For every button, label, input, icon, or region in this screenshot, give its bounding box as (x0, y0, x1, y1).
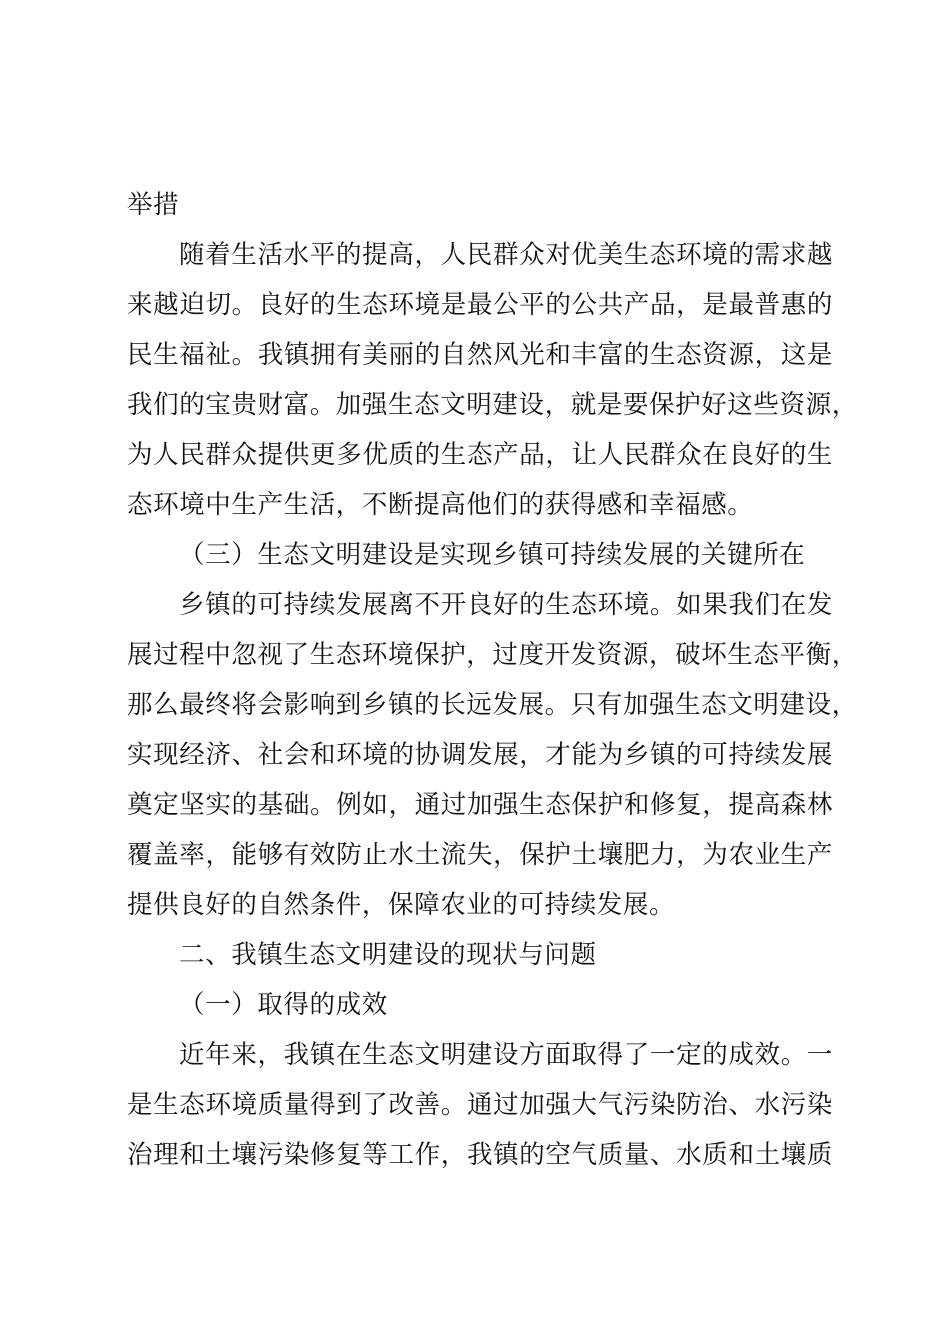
document-body (127, 180, 858, 1180)
text-line: 奠定坚实的基础。例如，通过加强生态保护和修复，提高森林 (127, 790, 833, 820)
text-line: 乡镇的可持续发展离不开良好的生态环境。如果我们在发 (179, 590, 833, 620)
text-line: 提供良好的自然条件，保障农业的可持续发展。 (127, 890, 676, 920)
text-line: 民生福祉。我镇拥有美丽的自然风光和丰富的生态资源，这是 (127, 340, 833, 370)
text-line: 展过程中忽视了生态环境保护，过度开发资源，破坏生态平衡， (127, 640, 858, 670)
text-line: 举措 (127, 190, 180, 220)
text-line: 是生态环境质量得到了改善。通过加强大气污染防治、水污染 (127, 1090, 833, 1120)
text-line: 近年来，我镇在生态文明建设方面取得了一定的成效。一 (179, 1040, 833, 1070)
text-line: 那么最终将会影响到乡镇的长远发展。只有加强生态文明建设， (127, 690, 858, 720)
text-line: 实现经济、社会和环境的协调发展，才能为乡镇的可持续发展 (127, 740, 833, 770)
text-line: 态环境中生产生活，不断提高他们的获得感和幸福感。 (127, 490, 754, 520)
section-heading: （一）取得的成效 (179, 990, 388, 1020)
text-line: 治理和土壤污染修复等工作，我镇的空气质量、水质和土壤质 (127, 1140, 833, 1170)
text-line: 为人民群众提供更多优质的生态产品，让人民群众在良好的生 (127, 440, 833, 470)
section-heading: （三）生态文明建设是实现乡镇可持续发展的关键所在 (179, 540, 806, 570)
text-line: 来越迫切。良好的生态环境是最公平的公共产品，是最普惠的 (127, 290, 833, 320)
text-line: 覆盖率，能够有效防止水土流失，保护土壤肥力，为农业生产 (127, 840, 833, 870)
text-line: 我们的宝贵财富。加强生态文明建设，就是要保护好这些资源， (127, 390, 858, 420)
chapter-heading: 二、我镇生态文明建设的现状与问题 (179, 940, 597, 970)
text-line: 随着生活水平的提高，人民群众对优美生态环境的需求越 (179, 240, 833, 270)
